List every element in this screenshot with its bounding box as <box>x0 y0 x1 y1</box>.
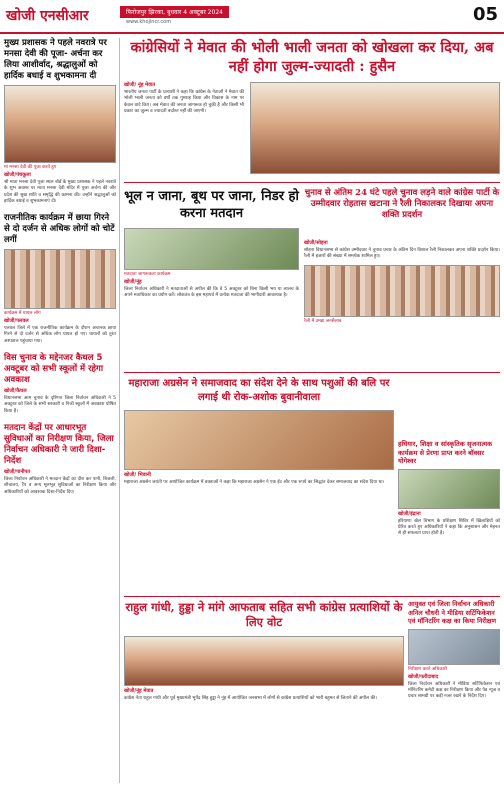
column-divider <box>119 38 120 783</box>
photo-caption: निरीक्षण करते अधिकारी <box>408 666 447 672</box>
story-headline: राजनीतिक कार्यक्रम में छाया गिरने से दो दर्जन से अधिक लोगों को चोटें लगीं <box>4 213 115 246</box>
story-byline: खोजी/पंचकूला <box>4 172 31 178</box>
photo-caption: कार्यक्रम में घायल लोग <box>4 311 41 317</box>
rally-story <box>304 238 500 324</box>
news-photo <box>304 265 500 317</box>
issue-date: फिरोजपुर झिरका, बुधवार 4 अक्टूबर 2024 <box>120 6 229 18</box>
observer-story <box>408 600 500 700</box>
section-rule <box>124 596 500 597</box>
story-body: श्री माता मनसा देवी पूजा स्थल बोर्ड के मुख्य प्रशासक ने पहले नवरात्रे के शुभ अवसर पर माता मनसा देवी मंदिर में पूजा अर्चना की और प्रदेश की सुख शांति व समृद्धि की कामना की। उन्होंने श्रद्धालुओं को हार्दिक बधाई व शुभकामनाएं दी। <box>4 180 116 204</box>
lead-photo <box>250 82 500 174</box>
story-body: जिला निर्वाचन अधिकारी ने मीडिया सर्टिफिकेशन एवं मॉनिटरिंग कमेटी कक्ष का निरीक्षण किया और पेड न्यूज व प्रचार सामग्री पर कड़ी नजर रखने के निर्देश दिए। <box>408 681 500 700</box>
masthead <box>0 0 504 34</box>
rahul-headline: राहुल गांधी, हुड्डा ने मांगे आफताब सहित सभी कांग्रेस प्रत्याशियों के लिए वोट <box>125 600 403 629</box>
story-byline: खोजी/ नूंह मेवात <box>124 82 156 88</box>
photo-caption: मतदाता जागरूकता कार्यक्रम <box>124 272 171 277</box>
photo-caption: मां मनसा देवी की पूजा करते हुए <box>4 165 57 170</box>
newspaper-name: खोजी एनसीआर <box>6 8 89 24</box>
story-byline: खोजी/नूंह मेवात <box>124 688 154 694</box>
story-headline: मतदान केंद्रों पर आधारभूत सुविधाओं का निरीक्षण किया, जिला निर्वाचन अधिकारी ने जारी दिशा-निर्देश <box>4 422 114 466</box>
lead-story <box>124 80 244 115</box>
story-byline: खोजी/पानीपत <box>4 468 31 475</box>
story-byline: खोजी/नूंह <box>124 279 142 285</box>
tribute-story <box>124 410 394 486</box>
news-photo <box>124 636 404 686</box>
story-body: हरियाणा खेल विभाग के प्रशिक्षण शिविर में खिलाड़ियों को प्रेरित करते हुए अधिकारियों ने कहा कि अनुशासन और मेहनत से ही सफलता प्राप्त होती है। <box>398 518 500 537</box>
section-rule <box>124 182 500 183</box>
website: www.khojincr.com <box>126 19 172 25</box>
page-number: 05 <box>472 4 498 25</box>
rahul-story <box>124 636 404 702</box>
news-photo <box>408 629 500 665</box>
story-byline: खोजी/सोहना <box>304 240 328 246</box>
story-body: पलवल जिले में एक राजनीतिक कार्यक्रम के दौरान अचानक छाया गिरने से दो दर्जन से अधिक लोग घायल हो गए। घायलों को तुरंत अस्पताल पहुंचाया गया। <box>4 326 116 344</box>
vote-story <box>124 228 299 300</box>
news-photo <box>4 249 116 309</box>
vote-headline: भूल न जाना, बूथ पर जाना, निडर हो करना मतदान <box>124 189 299 221</box>
rally-headline: चुनाव से अंतिम 24 घंटे पहले चुनाव लड़ने वाले कांग्रेस पार्टी के उम्मीदवार रोहतास खटाना ने रैली निकालकर दिखाया अपना शक्ति प्रदर्शन <box>304 188 500 220</box>
left-column <box>4 38 116 496</box>
news-photo <box>4 85 116 163</box>
story-body: जिला निर्वाचन अधिकारी ने मतदान केंद्रों का दौरा कर पानी, बिजली, शौचालय, रैंप व अन्य मूलभूत सुविधाओं का निरीक्षण किया और अधिकारियों को आवश्यक दिशा-निर्देश दिए। <box>4 476 116 495</box>
photo-caption: रैली में उमड़ा जनसैलाब <box>304 318 342 324</box>
story-headline: विस चुनाव के मद्देनजर कैथल 5 अक्टूबर को सभी स्कूलों में रहेगा अवकाश <box>4 353 104 386</box>
story-body: महाराजा अग्रसेन जयंती पर आयोजित कार्यक्रम में वक्ताओं ने कहा कि महाराजा अग्रसेन ने एक ईंट और एक रुपये का सिद्धांत देकर समाजवाद का संदेश दिया था। <box>124 480 385 485</box>
story-body: विधानसभा आम चुनाव के दृष्टिगत जिला निर्वाचन अधिकारी ने 5 अक्टूबर को जिले के सभी सरकारी व निजी स्कूलों में अवकाश घोषित किया है। <box>4 396 116 414</box>
news-photo <box>398 469 500 509</box>
story-headline: मुख्य प्रशासक ने पहले नवरात्रे पर मनसा देवी की पूजा- अर्चना कर लिया आशीर्वाद, श्रद्धालुओं को हार्दिक बधाई व शुभकामना दी <box>4 38 107 81</box>
story-byline: खोजी/फरीदाबाद <box>408 673 439 680</box>
story-byline: खोजी/ भिवानी <box>124 472 151 478</box>
story-body: भारतीय जनता पार्टी के प्रत्याशी ने कहा कि कांग्रेस के नेताओं ने मेवात की भोली भाली जनता को वर्षों तक गुमराह किया और विकास के नाम पर केवल वादे किए। अब मेवात की जनता जागरूक हो चुकी है और किसी भी प्रकार का जुल्म व ज्यादती बर्दाश्त नहीं की जाएगी। <box>124 90 244 114</box>
story-headline: आयुक्त एवं जिला निर्वाचन अधिकारी अनिल चौधरी ने मीडिया सर्टिफिकेशन एवं मॉनिटरिंग कक्ष का किया निरीक्षण <box>408 600 497 625</box>
sports-story <box>398 440 500 537</box>
story-headline: हथियार, शिक्षा व सांस्कृतिक सृजनात्मक कार्यक्रम से प्रेरणा प्राप्त करने बॉक्सर योगेश्वर <box>398 440 493 465</box>
tribute-headline: महाराजा अग्रसेन ने समाजवाद का संदेश देने के साथ पशुओं की बलि पर लगाई थी रोक-अशोक बुवानीवाला <box>128 378 390 403</box>
story-byline: खोजी/इंद्राना <box>398 510 421 517</box>
news-photo <box>124 228 299 270</box>
story-byline: खोजी/पलवल <box>4 318 29 325</box>
section-rule <box>124 372 500 373</box>
lead-headline: कांग्रेसियों ने मेवात की भोली भाली जनता को खोखला कर दिया, अब नहीं होगा जुल्म-ज्यादती : हुसैन <box>130 39 494 75</box>
story-body: जिला निर्वाचन अधिकारी ने मतदाताओं से अपील की कि वे 5 अक्टूबर को बिना किसी भय या लालच के अपने मताधिकार का प्रयोग करें। लोकतंत्र के इस महापर्व में प्रत्येक मतदाता की भागीदारी आवश्यक है। <box>124 287 299 299</box>
story-byline: खोजी/कैथल <box>4 388 27 395</box>
story-body: सोहना विधानसभा से कांग्रेस उम्मीदवार ने चुनाव प्रचार के अंतिम दिन विशाल रैली निकालकर अपना शक्ति प्रदर्शन किया। रैली में हजारों की संख्या में समर्थक शामिल हुए। <box>304 248 500 260</box>
news-photo <box>124 410 394 470</box>
story-body: कांग्रेस नेता राहुल गांधी और पूर्व मुख्यमंत्री भूपेंद्र सिंह हुड्डा ने नूंह में आयोजित जनसभा में लोगों से कांग्रेस प्रत्याशियों को भारी बहुमत से जिताने की अपील की। <box>124 696 377 701</box>
